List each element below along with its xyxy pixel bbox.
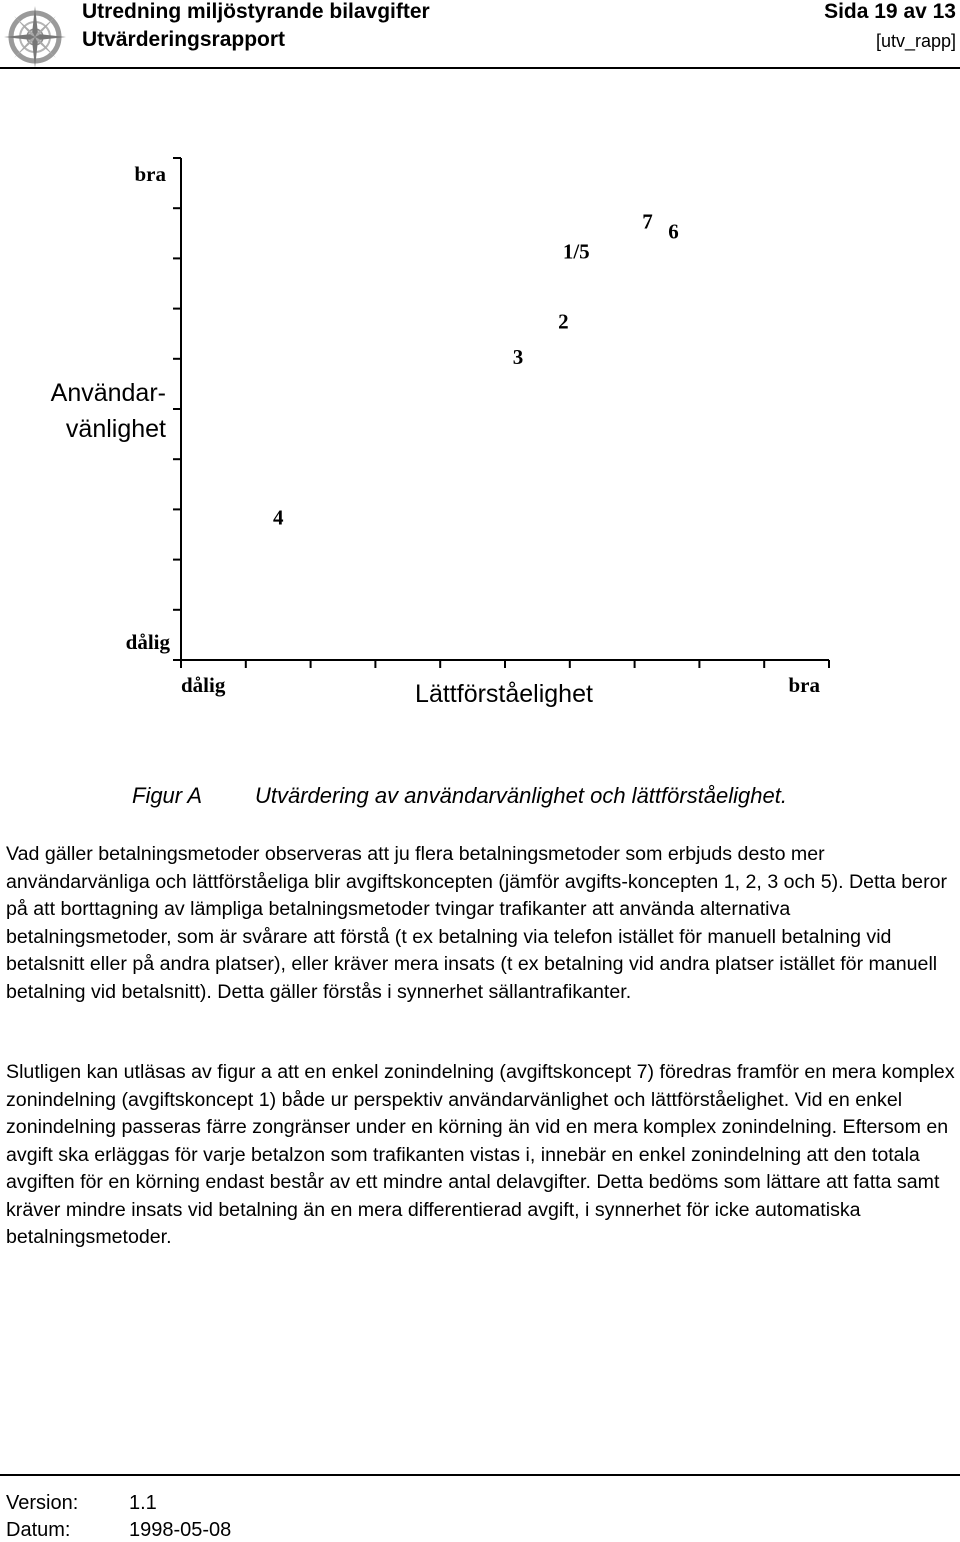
page-number: Sida 19 av 13 bbox=[824, 0, 956, 23]
point-label-1-5: 1/5 bbox=[562, 239, 590, 264]
y-high-label: bra bbox=[134, 162, 166, 186]
footer-rule bbox=[0, 1474, 960, 1476]
y-axis-title-line-1: Användar- bbox=[50, 379, 166, 407]
x-axis-title: Lättförståelighet bbox=[415, 680, 593, 708]
point-label-2: 2 bbox=[558, 309, 569, 334]
y-axis-title-line-2: vänlighet bbox=[65, 415, 166, 443]
header-rule bbox=[0, 67, 960, 69]
chart-points bbox=[273, 209, 679, 529]
chart-axes bbox=[181, 158, 829, 660]
point-label-4: 4 bbox=[272, 505, 284, 530]
version-value: 1.1 bbox=[129, 1492, 157, 1514]
point-label-6: 6 bbox=[668, 219, 679, 244]
point-label-3: 3 bbox=[512, 344, 524, 369]
figure-label: Figur A bbox=[132, 783, 203, 808]
version-label: Version: bbox=[6, 1492, 79, 1514]
date-label: Datum: bbox=[6, 1519, 71, 1541]
figure-caption: Utvärdering av användarvänlighet och lättförståelighet. bbox=[255, 783, 787, 808]
document-subtitle: Utvärderingsrapport bbox=[82, 28, 286, 51]
point-label-7: 7 bbox=[642, 209, 653, 234]
document-title: Utredning miljöstyrande bilavgifter bbox=[82, 0, 430, 23]
y-low-label: dålig bbox=[125, 630, 170, 654]
document-code: [utv_rapp] bbox=[875, 31, 956, 51]
paragraph-payment-methods: Vad gäller betalningsmetoder observeras att ju flera betalningsmetoder som erbjuds desto mer användarvänliga och lättförståeliga blir avgiftskoncepten (jämför avgifts-koncepten 1, 2, 3 och 5). Detta beror på att borttagning av lämpliga betalningsmetoder tvingar trafikanter att använda alternativa betalningsmetoder, som är svårare att förstå (t ex betalning via telefon istället för manuell betalning vid betalsnitt eller på andra platser), eller kräver mera insats (t ex betalning vid andra platser istället för manuell betalning vid betalsnitt). Detta gäller förstås i synnerhet sällantrafikanter. bbox=[6, 843, 948, 1003]
chart-ticks bbox=[173, 158, 829, 668]
usability-chart bbox=[0, 140, 960, 720]
paragraph-zone-division: Slutligen kan utläsas av figur a att en enkel zonindelning (avgiftskoncept 7) föredras framför en mera komplex zonindelning (avgiftskoncept 1) både ur perspektiv användarvänlighet och lättförståelighet. Vid en enkel zonindelning passeras färre zongränser under en körning än vid en mera komplex zonindelning. Eftersom en avgift ska erläggas för varje betalzon som trafikanten vistas i, innebär en enkel zonindelning att den totala avgiften för en körning endast består av ett mindre antal delavgifter. Detta bedöms som lättare att fatta samt kräver mindre insats vid betalning än en mera differentierad avgift, i synnerhet för icke automatiska betalningsmetoder. bbox=[6, 1061, 955, 1248]
x-high-label: bra bbox=[788, 673, 820, 697]
x-low-label: dålig bbox=[181, 673, 226, 697]
date-value: 1998-05-08 bbox=[129, 1519, 232, 1541]
compass-rose-logo-icon bbox=[2, 4, 68, 68]
